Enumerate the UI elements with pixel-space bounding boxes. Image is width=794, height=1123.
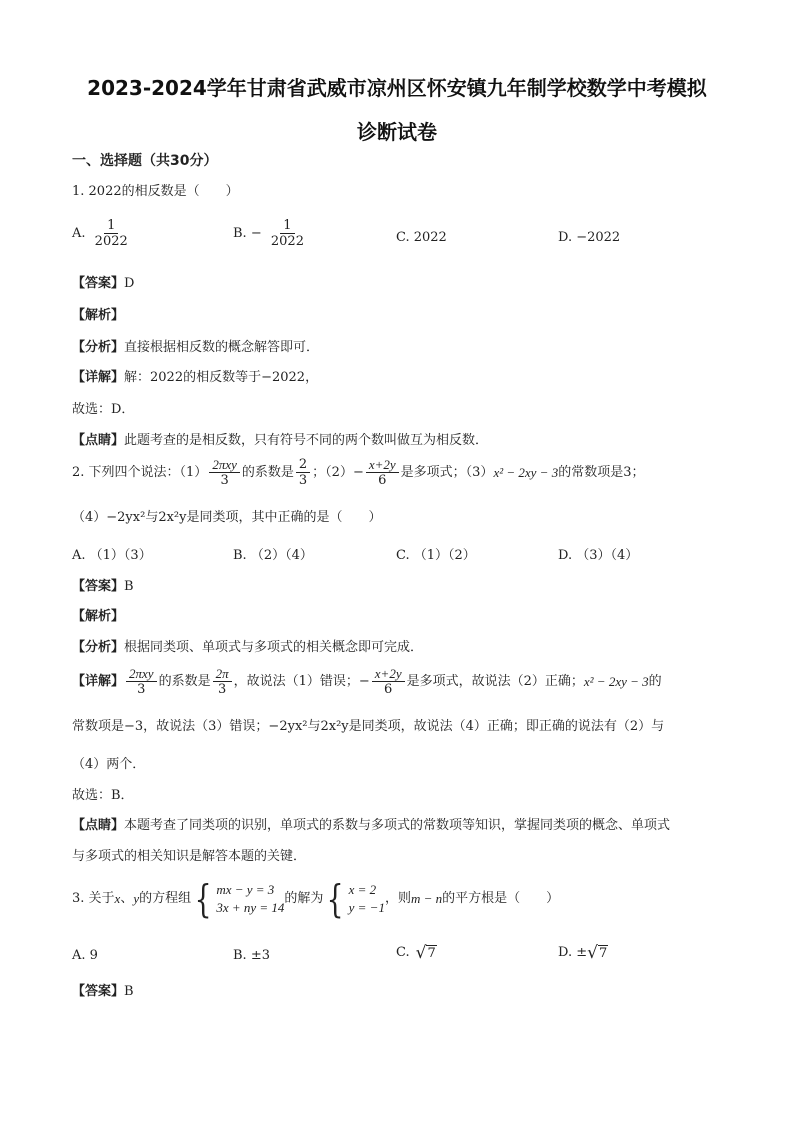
q3-option-c-label: C. [396,945,410,960]
fraction-numerator: 2π [213,666,232,682]
q3-stem-d: ，则 [384,891,411,906]
dianjing-tag: 【点睛】 [72,433,125,448]
q2-option-d: D. （3）（4） [558,548,639,563]
q2-text-3: 是多项式；（3） [400,464,494,480]
fraction-denominator: 3 [220,473,229,488]
fraction-numerator: 1 [104,218,118,234]
q2-detail-line3: （4）两个． [72,757,146,772]
q3-option-d [558,944,608,962]
analysis-tag: 【解析】 [72,609,125,624]
q2-fraction-2 [296,457,310,488]
q2-fenxi-text: 根据同类项、单项式与多项式的相关概念即可完成． [124,640,424,655]
detail-tag: 【详解】 [72,673,125,689]
q3-stem-a: 3. 关于 [72,891,115,906]
q2-dianjing-line1 [72,817,670,835]
fraction-numerator: 2πxy [126,666,157,682]
q1-option-a [72,218,133,249]
fraction-numerator: x+2y [366,457,399,473]
q3-stem-c: 的解为 [284,891,324,906]
q3-solution-system [323,877,385,921]
fraction-denominator: 2022 [270,234,304,249]
q1-option-a-fraction [92,218,131,249]
q3-separator: 、 [120,891,134,906]
q1-detail-text: 解：2022的相反数等于−2022， [124,370,319,385]
detail-tag: 【详解】 [72,370,125,385]
q3-option-c-radicand: 7 [427,946,436,961]
q1-answer-value: D [124,276,135,291]
fraction-denominator: 3 [298,473,308,488]
q1-dianjing [72,432,488,450]
q1-detail [72,369,318,387]
q3-answer-value: B [124,984,134,999]
q1-answer [72,275,134,293]
q1-option-a-label: A. [72,226,86,241]
q3-stem [72,877,560,921]
q2-detail-text-2: ，故说法（1）错误；− [233,673,370,689]
q2-answer-value: B [124,579,134,594]
q3-option-b: B. ±3 [233,948,270,963]
q2-polynomial: x² − 2xy − 3 [493,464,559,480]
q2-fraction-1 [209,457,240,488]
q3-expression: m − n [410,891,443,906]
q3-equation-system [191,877,285,921]
q1-fenxi-text: 直接根据相反数的概念解答即可． [124,340,320,355]
q2-detail-polynomial: x² − 2xy − 3 [583,673,649,689]
q2-dianjing-line2: 与多项式的相关知识是解答本题的关键． [72,849,307,864]
q2-choice: 故选：B． [72,788,134,803]
fraction-numerator: 2 [296,457,310,473]
q1-fenxi [72,339,319,357]
fraction-denominator: 2022 [94,234,128,249]
q3-equation-2: 3x + ny = 14 [216,900,285,915]
left-brace-icon: { [327,877,344,921]
q2-detail-line1 [72,666,662,697]
q3-answer [72,983,134,1001]
q3-equation-1: mx − y = 3 [216,882,275,897]
q3-option-a: A. 9 [72,948,98,963]
q1-stem: 1. 2022的相反数是（ ） [72,184,239,199]
q1-option-c: C. 2022 [396,230,447,245]
answer-tag: 【答案】 [72,984,125,999]
q2-text-4: 的常数项是3； [558,464,645,480]
fraction-numerator: 2πxy [209,457,240,473]
q3-solution-1: x = 2 [348,882,377,897]
q1-option-b-label: B. [233,226,247,241]
q3-var-y: y [133,891,140,906]
q2-stem-line2: （4）−2yx²与2x²y是同类项，其中正确的是（ ） [72,510,382,525]
analysis-tag: 【解析】 [72,308,125,323]
q3-stem-b: 的方程组 [139,891,192,906]
q2-option-a: A. （1）（3） [72,548,152,563]
q3-stem-e: 的平方根是（ ） [442,891,560,906]
q3-var-x: x [114,891,121,906]
fraction-numerator: 1 [280,218,294,234]
q1-option-b-fraction [268,218,307,249]
q2-detail-fraction-2 [213,666,232,697]
q2-detail-line2: 常数项是−3，故说法（3）错误；−2yx²与2x²y是同类项，故说法（4）正确；即正确的说法有（2）与 [72,719,665,734]
left-brace-icon: { [194,877,212,921]
q2-text-2: ；（2）− [312,464,364,480]
q2-stem-start: 2. 下列四个说法：（1） [72,464,208,480]
q1-choice: 故选：D． [72,402,135,417]
answer-tag: 【答案】 [72,276,125,291]
fraction-denominator: 6 [384,682,393,697]
q2-analysis-tag [72,608,124,626]
q2-detail-fraction-1 [126,666,157,697]
q2-option-c: C. （1）（2） [396,548,476,563]
fraction-denominator: 6 [378,473,387,488]
sqrt-icon: √ 7 [587,943,608,963]
answer-tag: 【答案】 [72,579,125,594]
q3-solution-2: y = −1 [348,900,385,915]
q2-detail-text-4: 的 [648,673,662,689]
q2-fenxi [72,639,423,657]
fraction-numerator: x+2y [372,666,405,682]
q3-option-d-radicand: 7 [598,946,608,961]
q2-answer [72,578,134,596]
sqrt-icon: √ 7 [415,943,436,963]
q2-stem-line1 [72,457,644,488]
q1-option-d: D. −2022 [558,230,621,245]
q2-fraction-3 [366,457,399,488]
q1-option-b [233,218,309,249]
fenxi-tag: 【分析】 [72,340,125,355]
fraction-denominator: 3 [137,682,146,697]
doc-title-line1: 2023-2024学年甘肃省武威市凉州区怀安镇九年制学校数学中考模拟 [87,76,707,100]
fenxi-tag: 【分析】 [72,640,125,655]
section-heading-choice: 一、选择题（共30分） [72,153,218,169]
q2-option-b: B. （2）（4） [233,548,313,563]
q1-dianjing-text: 此题考查的是相反数，只有符号不同的两个数叫做互为相反数． [124,433,489,448]
q1-analysis-tag [72,307,124,325]
q2-detail-text-3: 是多项式，故说法（2）正确； [406,673,584,689]
dianjing-tag: 【点睛】 [72,818,125,833]
q2-detail-text-1: 的系数是 [158,673,211,689]
q3-option-d-label: D. ± [558,945,588,960]
q1-option-b-sign: − [250,226,262,241]
q2-detail-fraction-3 [372,666,405,697]
q2-text-1: 的系数是 [241,464,294,480]
fraction-denominator: 3 [217,682,227,697]
doc-title-line2: 诊断试卷 [357,120,437,144]
q3-option-c [396,944,437,962]
q2-dianjing-text-1: 本题考查了同类项的识别，单项式的系数与多项式的常数项等知识，掌握同类项的概念、单项式 [124,818,671,833]
